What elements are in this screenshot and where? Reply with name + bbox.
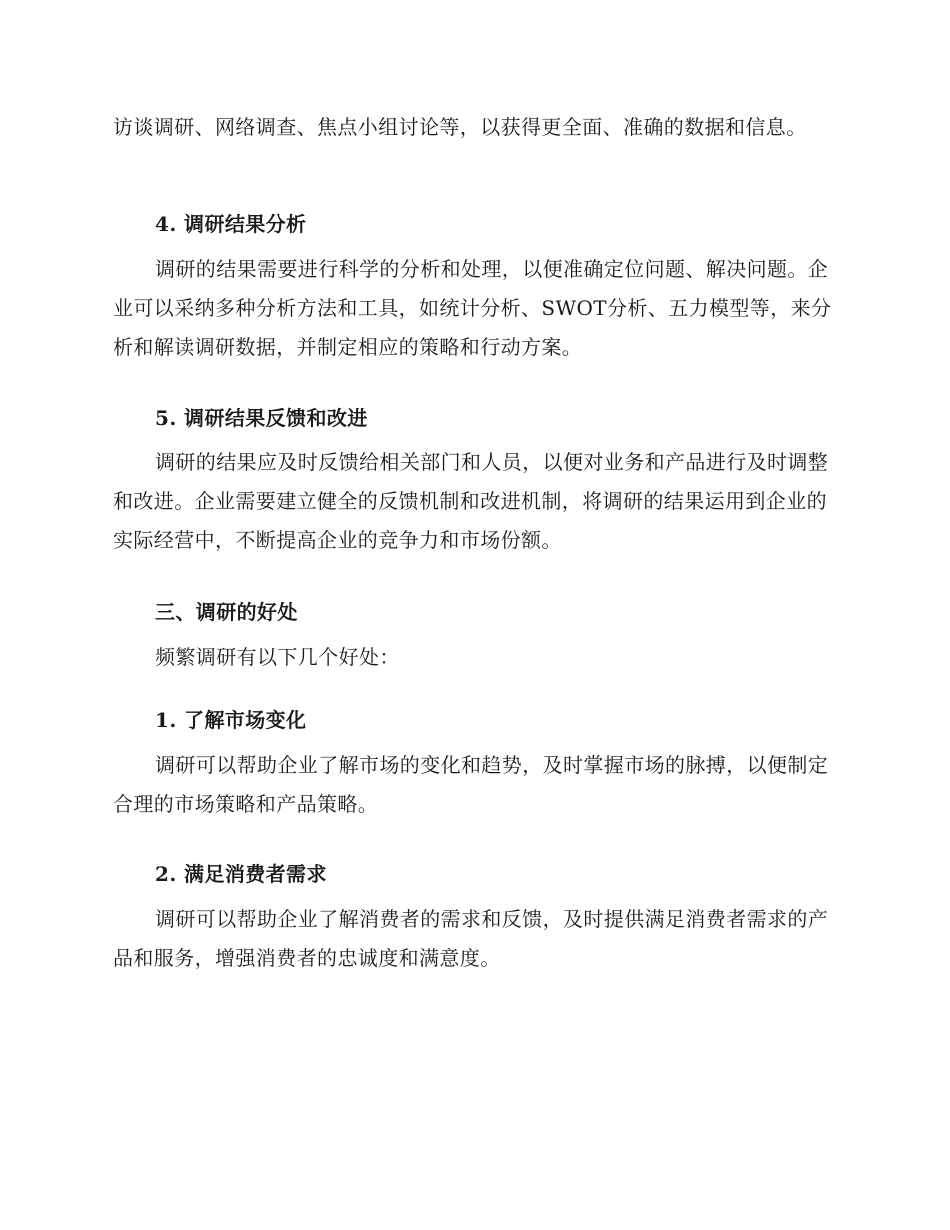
heading-understand-market-changes: 1. 了解市场变化 [155, 708, 307, 732]
paragraph-research-result-analysis: 调研的结果需要进行科学的分析和处理，以便准确定位问题、解决问题。企业可以采纳多种分析方法和工具，如统计分析、SWOT分析、五力模型等，来分析和解读调研数据，并制定相应的策略和行动方案。 [113, 257, 832, 359]
paragraph-meet-consumer-needs: 调研可以帮助企业了解消费者的需求和反馈，及时提供满足消费者需求的产品和服务，增强消费者的忠诚度和满意度。 [113, 907, 829, 970]
section-heading-benefits: 三、调研的好处 [155, 600, 298, 624]
continuation-paragraph: 访谈调研、网络调查、焦点小组讨论等，以获得更全面、准确的数据和信息。 [113, 115, 807, 139]
heading-feedback-and-improvement: 5. 调研结果反馈和改进 [155, 406, 368, 430]
paragraph-understand-market-changes: 调研可以帮助企业了解市场的变化和趋势，及时掌握市场的脉搏，以便制定合理的市场策略和产品策略。 [113, 753, 829, 816]
intro-line-benefits: 频繁调研有以下几个好处： [155, 645, 400, 669]
heading-research-result-analysis: 4. 调研结果分析 [155, 212, 307, 236]
heading-meet-consumer-needs: 2. 满足消费者需求 [155, 862, 327, 886]
paragraph-feedback-and-improvement: 调研的结果应及时反馈给相关部门和人员，以便对业务和产品进行及时调整和改进。企业需要建立健全的反馈机制和改进机制，将调研的结果运用到企业的实际经营中，不断提高企业的竞争力和市场份额。 [113, 450, 829, 552]
